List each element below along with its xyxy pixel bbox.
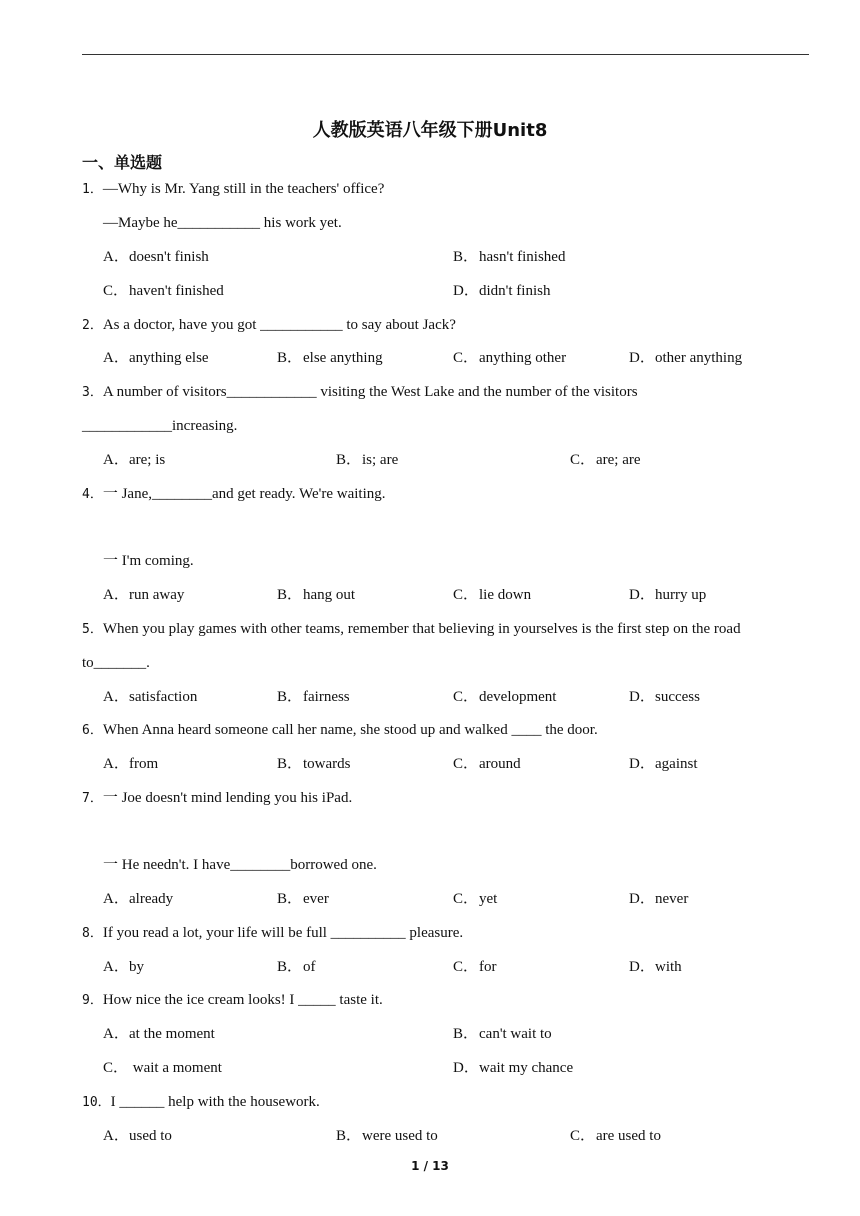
question-number: 9．: [82, 993, 103, 1008]
question-number: 3．: [82, 385, 103, 400]
answer-option[interactable]: [103, 754, 158, 774]
option-letter: D．: [629, 587, 655, 603]
option-text: wait a moment: [129, 1060, 222, 1076]
answer-option[interactable]: [453, 1058, 573, 1078]
option-letter: D．: [629, 350, 655, 366]
option-text: by: [129, 959, 144, 975]
option-letter: B．: [277, 689, 303, 705]
question-line: 一 I'm coming.: [103, 553, 194, 569]
option-letter: B．: [277, 891, 303, 907]
option-text: haven't finished: [129, 283, 224, 299]
question-stem: [82, 1092, 320, 1113]
option-text: development: [479, 689, 557, 705]
answer-option[interactable]: [277, 754, 351, 774]
answer-option[interactable]: [103, 585, 184, 605]
option-text: of: [303, 959, 316, 975]
option-text: already: [129, 891, 174, 907]
answer-option[interactable]: [453, 1024, 552, 1044]
question-stem: [82, 619, 741, 640]
option-text: used to: [129, 1128, 172, 1144]
option-letter: C．: [103, 283, 129, 299]
question-text: When Anna heard someone call her name, she stood up and walked ____ the door.: [102, 722, 598, 738]
option-letter: C．: [453, 891, 479, 907]
answer-option[interactable]: [103, 247, 209, 267]
answer-option[interactable]: [103, 281, 224, 301]
option-text: around: [479, 756, 521, 772]
answer-option[interactable]: [629, 687, 700, 707]
question-stem: [82, 720, 598, 741]
answer-option[interactable]: [277, 957, 316, 977]
question-text: As a doctor, have you got ___________ to say about Jack?: [102, 317, 456, 333]
question-text: —Why is Mr. Yang still in the teachers' office?: [102, 181, 385, 197]
option-letter: D．: [629, 891, 655, 907]
page-number: 1 / 13: [411, 1159, 449, 1173]
option-text: run away: [129, 587, 185, 603]
answer-option[interactable]: [453, 281, 550, 301]
answer-option[interactable]: [453, 348, 566, 368]
answer-option[interactable]: [453, 585, 531, 605]
question-text: I ______ help with the housework.: [110, 1094, 320, 1110]
answer-option[interactable]: [277, 687, 350, 707]
option-text: else anything: [303, 350, 383, 366]
answer-option[interactable]: [103, 1126, 172, 1146]
option-text: lie down: [479, 587, 532, 603]
question-number: 6．: [82, 723, 103, 738]
option-letter: D．: [629, 756, 655, 772]
answer-option[interactable]: [453, 687, 556, 707]
option-letter: D．: [453, 1060, 479, 1076]
question-number: 5．: [82, 622, 103, 637]
answer-option[interactable]: [336, 450, 398, 470]
header-rule: [82, 54, 809, 55]
option-letter: B．: [277, 587, 303, 603]
answer-option[interactable]: [453, 754, 521, 774]
option-text: wait my chance: [479, 1060, 574, 1076]
question-text: If you read a lot, your life will be full __________ pleasure.: [102, 925, 464, 941]
option-text: yet: [479, 891, 498, 907]
answer-option[interactable]: [103, 957, 144, 977]
option-letter: B．: [453, 249, 479, 265]
answer-option[interactable]: [629, 957, 682, 977]
question-line: ____________increasing.: [82, 418, 238, 434]
option-text: at the moment: [129, 1026, 215, 1042]
answer-option[interactable]: [103, 889, 173, 909]
option-letter: C．: [453, 959, 479, 975]
option-text: can't wait to: [479, 1026, 552, 1042]
option-text: other anything: [655, 350, 743, 366]
question-text: When you play games with other teams, remember that believing in yourselves is the first step on the road: [102, 621, 741, 637]
option-text: towards: [303, 756, 351, 772]
option-letter: A．: [103, 959, 129, 975]
option-letter: A．: [103, 891, 129, 907]
answer-option[interactable]: [570, 450, 641, 470]
option-letter: A．: [103, 350, 129, 366]
option-letter: A．: [103, 452, 129, 468]
option-text: are used to: [596, 1128, 661, 1144]
option-letter: D．: [629, 959, 655, 975]
option-text: is; are: [362, 452, 399, 468]
question-number: 8．: [82, 926, 103, 941]
option-text: success: [655, 689, 700, 705]
option-letter: C．: [453, 350, 479, 366]
answer-option[interactable]: [336, 1126, 438, 1146]
option-letter: C．: [570, 1128, 596, 1144]
option-letter: C．: [453, 587, 479, 603]
option-text: anything else: [129, 350, 209, 366]
section-heading: 一、单选题: [82, 153, 163, 172]
answer-option[interactable]: [453, 247, 565, 267]
option-letter: C．: [453, 689, 479, 705]
question-number: 4．: [82, 487, 103, 502]
option-text: satisfaction: [129, 689, 198, 705]
question-text: How nice the ice cream looks! I _____ taste it.: [102, 992, 383, 1008]
question-stem: [82, 990, 383, 1011]
answer-option[interactable]: [453, 889, 497, 909]
question-stem: [82, 484, 386, 505]
question-number: 2．: [82, 318, 103, 333]
page-title: 人教版英语八年级下册Unit8: [312, 120, 548, 141]
option-letter: B．: [336, 452, 362, 468]
question-text: A number of visitors____________ visiting the West Lake and the number of the visitors: [102, 384, 638, 400]
question-stem: [82, 788, 352, 809]
answer-option[interactable]: [277, 348, 383, 368]
option-letter: A．: [103, 756, 129, 772]
option-letter: C．: [103, 1060, 129, 1076]
option-letter: B．: [453, 1026, 479, 1042]
option-letter: B．: [336, 1128, 362, 1144]
question-line: —Maybe he___________ his work yet.: [103, 215, 342, 231]
question-number: 1．: [82, 182, 103, 197]
option-letter: D．: [453, 283, 479, 299]
question-line: 一 He needn't. I have________borrowed one.: [103, 857, 377, 873]
question-text: 一 Joe doesn't mind lending you his iPad.: [102, 790, 353, 806]
option-text: anything other: [479, 350, 567, 366]
question-number: 7．: [82, 791, 103, 806]
option-text: were used to: [362, 1128, 438, 1144]
option-letter: C．: [570, 452, 596, 468]
option-text: from: [129, 756, 159, 772]
answer-option[interactable]: [103, 348, 209, 368]
answer-option[interactable]: [103, 1058, 222, 1078]
answer-option[interactable]: [103, 450, 165, 470]
answer-option[interactable]: [103, 1024, 215, 1044]
option-letter: D．: [629, 689, 655, 705]
option-text: with: [655, 959, 682, 975]
option-letter: A．: [103, 587, 129, 603]
option-letter: A．: [103, 689, 129, 705]
option-text: hang out: [303, 587, 356, 603]
option-letter: B．: [277, 959, 303, 975]
option-text: didn't finish: [479, 283, 551, 299]
option-text: doesn't finish: [129, 249, 209, 265]
answer-option[interactable]: [629, 348, 742, 368]
answer-option[interactable]: [629, 889, 688, 909]
question-stem: [82, 179, 384, 200]
question-stem: [82, 923, 463, 944]
option-text: are; are: [596, 452, 641, 468]
option-text: for: [479, 959, 497, 975]
option-text: hurry up: [655, 587, 707, 603]
question-number: 10．: [82, 1095, 111, 1110]
option-letter: A．: [103, 249, 129, 265]
question-stem: [82, 382, 638, 403]
question-stem: [82, 315, 456, 336]
question-text: 一 Jane,________and get ready. We're waiting.: [102, 486, 386, 502]
answer-option[interactable]: [277, 889, 329, 909]
answer-option[interactable]: [629, 754, 698, 774]
answer-option[interactable]: [103, 687, 197, 707]
option-letter: B．: [277, 350, 303, 366]
option-text: never: [655, 891, 689, 907]
option-letter: B．: [277, 756, 303, 772]
answer-option[interactable]: [570, 1126, 661, 1146]
answer-option[interactable]: [629, 585, 706, 605]
option-text: against: [655, 756, 698, 772]
option-text: are; is: [129, 452, 166, 468]
option-letter: A．: [103, 1026, 129, 1042]
answer-option[interactable]: [277, 585, 355, 605]
question-line: to_______.: [82, 655, 150, 671]
option-text: hasn't finished: [479, 249, 566, 265]
answer-option[interactable]: [453, 957, 497, 977]
option-letter: A．: [103, 1128, 129, 1144]
option-letter: C．: [453, 756, 479, 772]
option-text: fairness: [303, 689, 350, 705]
option-text: ever: [303, 891, 329, 907]
